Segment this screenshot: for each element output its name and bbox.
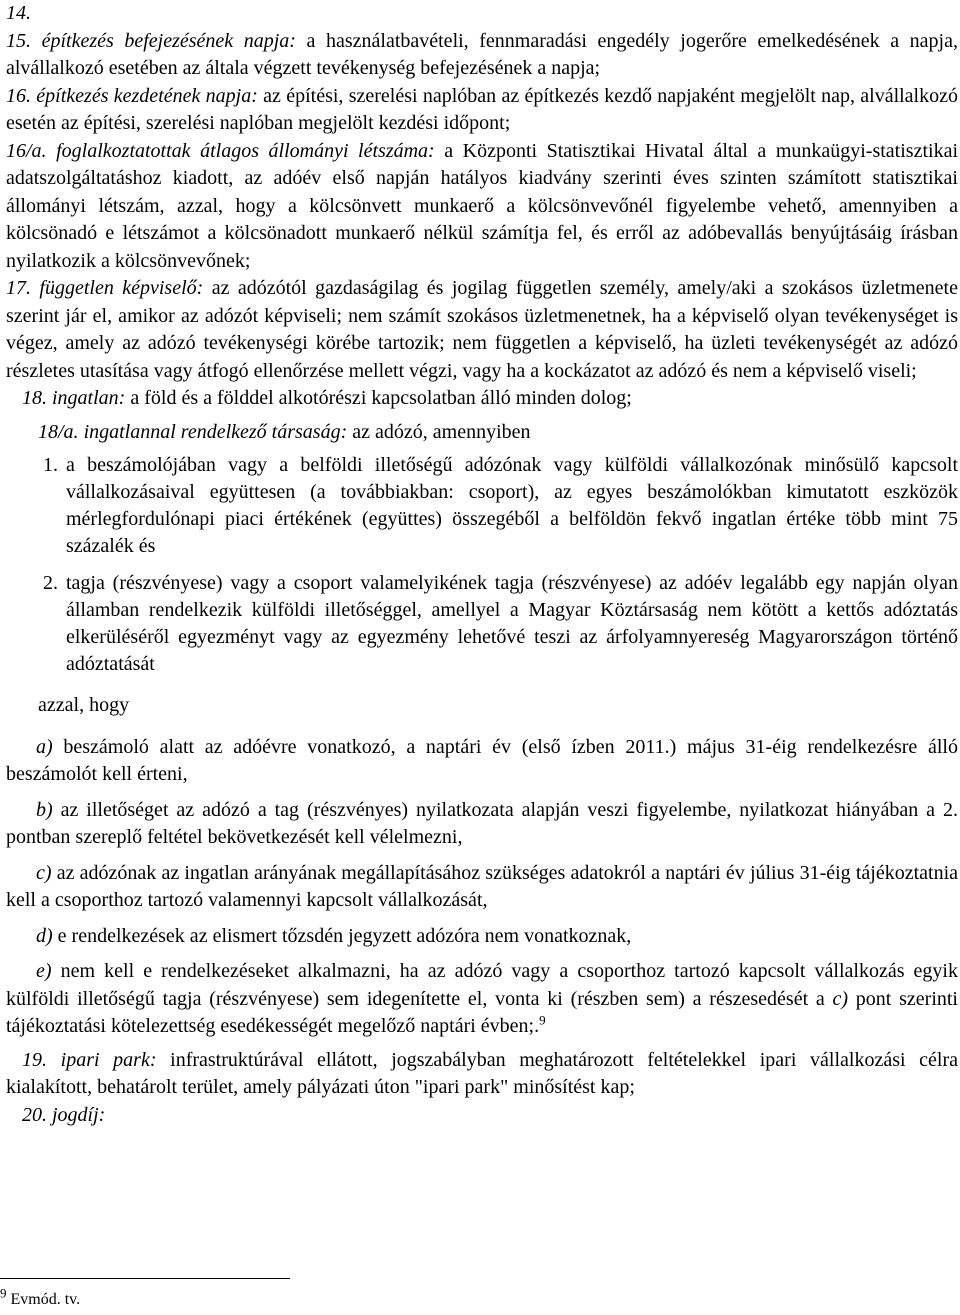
item-16a: [6, 138, 958, 276]
item-18a: [38, 419, 958, 447]
sub-item-reference: c): [832, 987, 849, 1010]
sub-item-c: [6, 860, 958, 915]
footnote-ref[interactable]: 9: [539, 1012, 546, 1028]
list-item: [6, 452, 958, 560]
item-number: 16/a.: [6, 139, 47, 162]
document-page: [6, 0, 958, 1129]
item-text: az adózó, amennyiben: [347, 420, 531, 443]
footnote-number: 9: [0, 1285, 7, 1301]
item-number: 16.: [6, 84, 31, 107]
item-number: 14.: [6, 2, 31, 24]
item-term: jogdíj:: [52, 1103, 106, 1126]
item-text: a használatbavételi, fennmaradási engedély jogerőre emelkedésének a napja, alvállalkozó esetében az általa végzett tevékenység befejezésének a napja;: [6, 29, 958, 79]
sub-item-letter: c): [36, 861, 52, 884]
sub-item-letter: a): [36, 735, 53, 758]
item-text: a föld és a földdel alkotórészi kapcsolatban álló minden dolog;: [125, 387, 632, 409]
item-term: független képviselő:: [39, 277, 204, 299]
item-18: [22, 385, 958, 413]
item-19: [6, 1047, 958, 1102]
list-marker: 1.: [43, 454, 58, 476]
item-number: 20.: [22, 1103, 47, 1126]
sub-item-letter: b): [36, 798, 53, 821]
footnote: [0, 1285, 81, 1310]
sub-item-text: beszámoló alatt az adóévre vonatkozó, a naptári év (első ízben 2011.) május 31-éig rendelkezésre álló beszámolót kell érteni,: [6, 735, 958, 785]
sub-item-text: pont szerinti tájékoztatási kötelezettség esedékességét megelőző naptári évben;.: [6, 987, 958, 1037]
footnote-text: Evmód. tv.: [6, 1291, 81, 1308]
list-item-text: a beszámolójában vagy a belföldi illetőségű adózónak vagy külföldi vállalkozónak minősülő kapcsolt vállalkozásaival együttesen (a továbbiakban: csoport), az egyes beszámolókban kimutatott eszközök mérlegfordulónapi piaci értékének (együttes) összegéből a belföldön fekvő ingatlan értéke több mint 75 százalék és: [66, 454, 958, 557]
sub-item-text: az illetőséget az adózó a tag (részvényes) nyilatkozata alapján veszi figyelembe, nyilatkozat hiányában a 2. pontban szereplő feltétel bekövetkezését kell vélelmezni,: [6, 798, 958, 848]
list-item: [6, 570, 958, 678]
item-term: építkezés kezdetének napja:: [36, 84, 258, 107]
item-term: ingatlan:: [52, 387, 126, 409]
item-text: infrastruktúrával ellátott, jogszabályban meghatározott feltételekkel ipari vállalkozási célra kialakított, behatárolt terület, amely pályázati úton "ipari park" minősítést kap;: [6, 1048, 959, 1098]
sub-item-text: az adózónak az ingatlan arányának megállapításához szükséges adatokról a naptári év július 31-éig tájékoztatnia kell a csoporthoz tartozó valamennyi kapcsolt vállalkozását,: [6, 861, 958, 911]
sub-item-d: [6, 923, 958, 951]
item-text: a Központi Statisztikai Hivatal által a munkaügyi-statisztikai adatszolgáltatáshoz kiadott, az adóév első napján hatályos kiadvány szerinti éves szinten számított statisztikai állományi létszám, azzal, hogy a kölcsönvett munkaerő a kölcsönvevőnél figyelembe vehető, amennyiben a kölcsönadó e létszámot a kölcsönadott munkaerő nélkül számítja fel, és erről az adóbevallás benyújtásáig írásban nyilatkozik a kölcsönvevőnek;: [6, 139, 959, 272]
item-term: ipari park:: [60, 1048, 157, 1071]
list-marker: 2.: [43, 572, 58, 594]
item-text: az építési, szerelési naplóban az építkezés kezdő napjaként megjelölt nap, alvállalkozó esetén az építési, szerelési naplóban megjelölt kezdési időpont;: [6, 84, 958, 134]
item-term: ingatlannal rendelkező társaság:: [83, 420, 348, 443]
sub-item-text: e rendelkezések az elismert tőzsdén jegyzett adózóra nem vonatkoznak,: [52, 924, 632, 947]
sub-item-letter: d): [36, 924, 53, 947]
sub-item-b: [6, 797, 958, 852]
item-15: [6, 28, 958, 83]
item-number: 19.: [22, 1048, 47, 1071]
item-term: építkezés befejezésének napja:: [41, 29, 296, 52]
sub-item-a: [6, 734, 958, 789]
footnote-divider: [0, 1278, 290, 1279]
list-item-text: tagja (részvényese) vagy a csoport valamelyikének tagja (részvényese) az adóév legalább egy napján olyan államban rendelkezik külföldi illetőséggel, amellyel a Magyar Köztársaság nem kötött a kettős adóztatás elkerüléséről egyezményt vagy az egyezmény lehetővé teszi az árfolyamnyereség Magyarországon történő adóztatását: [66, 572, 958, 675]
sub-item-letter: e): [36, 960, 52, 982]
item-20: [22, 1102, 958, 1130]
item-term: foglalkoztatottak átlagos állományi létszáma:: [56, 139, 435, 162]
item-14: [6, 0, 958, 28]
condition-list: [6, 452, 958, 678]
item-number: 15.: [6, 29, 31, 52]
sub-item-e: [6, 958, 958, 1041]
item-17: [6, 275, 958, 385]
azzal-hogy: azzal, hogy: [38, 694, 130, 716]
sub-item-text: nem kell e rendelkezéseket alkalmazni, ha az adózó vagy a csoporthoz tartozó kapcsolt vállalkozás egyik külföldi illetőségű tagja (részvényese) sem idegenítette el, vonta ki (részben sem) a részesedését a: [6, 960, 958, 1010]
item-number: 18/a.: [38, 420, 79, 443]
item-number: 17.: [6, 277, 31, 299]
item-number: 18.: [22, 387, 47, 409]
item-text: az adózótól gazdaságilag és jogilag független személy, amely/aki a szokásos üzletmenete szerint jár el, amikor az adózót képviseli; nem számít szokásos üzletmenetnek, ha a képviselő olyan tevékenységet is végez, amely az adózó tevékenységi körébe tartozik; nem független a képviselő, ha üzleti tevékenységét az adózó részletes utasítása vagy átfogó ellenőrzése mellett végzi, vagy ha a kockázatot az adózó és nem a képviselő viseli;: [6, 277, 958, 382]
item-16: [6, 83, 958, 138]
